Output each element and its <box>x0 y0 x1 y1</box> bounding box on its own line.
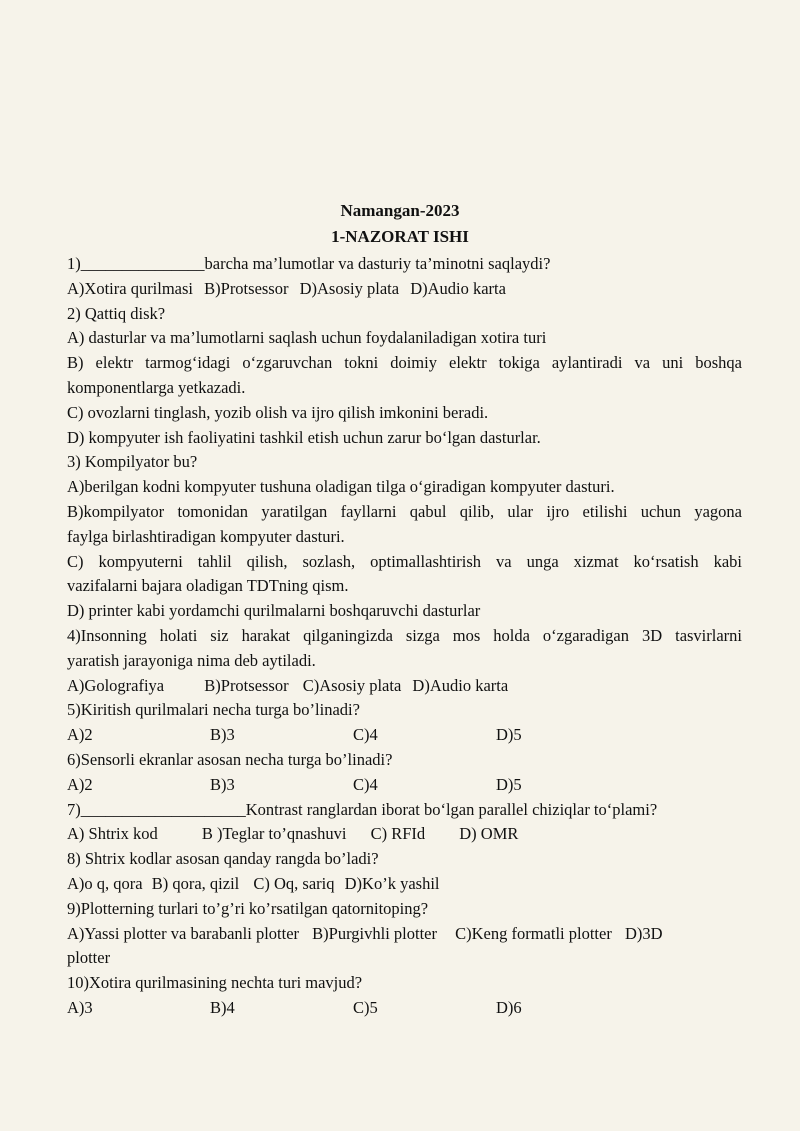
question-3-option-b-line2: faylga birlashtiradigan kompyuter dasturi. <box>67 526 345 546</box>
option-d: D) OMR <box>459 824 519 844</box>
questions <box>67 252 742 1021</box>
option-b: B)3 <box>210 774 235 794</box>
option-b: B)Purgivhli plotter <box>312 923 437 943</box>
question-2-option-b-line1: B) elektr tarmog‘idagi o‘zgaruvchan tokni doimiy elektr tokiga aylantiradi va uni boshqa <box>67 353 742 373</box>
option-b: B)3 <box>210 725 235 745</box>
question-2-option-a: A) dasturlar va ma’lumotlarni saqlash uchun foydalaniladigan xotira turi <box>67 328 547 348</box>
option-a: A)o q, qora <box>67 873 143 893</box>
option-a: A)Xotira qurilmasi <box>67 278 194 298</box>
question-9-option-d-line2: plotter <box>67 948 111 968</box>
option-c: C)4 <box>353 725 378 745</box>
question-2-option-d: D) kompyuter ish faoliyatini tashkil etish uchun zarur bo‘lgan dasturlar. <box>67 427 541 447</box>
question-1: 1)_______________barcha ma’lumotlar va dasturiy ta’minotni saqlaydi? <box>67 254 551 273</box>
question-2: 2) Qattiq disk? <box>67 303 166 323</box>
question-3-option-d: D) printer kabi yordamchi qurilmalarni boshqaruvchi dasturlar <box>67 601 481 621</box>
question-4-line1: 4)Insonning holati siz harakat qilganingizda sizga mos holda o‘zgaradigan 3D tasvirlarni <box>67 625 742 645</box>
option-a: A)3 <box>67 997 93 1017</box>
question-8: 8) Shtrix kodlar asosan qanday rangda bo’ladi? <box>67 849 379 869</box>
question-2-option-b-line2: komponentlarga yetkazadi. <box>67 377 246 397</box>
option-b: B )Teglar to’qnashuvi <box>201 824 347 844</box>
option-c: C)4 <box>353 774 378 794</box>
question-5-options <box>67 723 742 748</box>
option-c: C)5 <box>353 997 378 1017</box>
question-3-option-a: A)berilgan kodni kompyuter tushuna oladigan tilga o‘giradigan kompyuter dasturi. <box>67 477 615 497</box>
option-a: A) Shtrix kod <box>67 824 158 844</box>
question-1-options <box>67 277 742 302</box>
question-10: 10)Xotira qurilmasining nechta turi mavjud? <box>67 973 363 993</box>
option-a: A)2 <box>67 774 93 794</box>
option-b: B) qora, qizil <box>151 873 240 893</box>
option-a: A)Golografiya <box>67 675 165 695</box>
option-d: D)Ko’k yashil <box>344 873 440 893</box>
option-b: B)Protsessor <box>204 278 289 298</box>
question-6: 6)Sensorli ekranlar asosan necha turga bo’linadi? <box>67 749 393 769</box>
question-4-line2: yaratish jarayoniga nima deb aytiladi. <box>67 650 316 670</box>
option-c: C) Oq, sariq <box>253 873 335 893</box>
option-c: C)Keng formatli plotter <box>455 923 612 943</box>
option-d: D)Audio karta <box>412 675 509 695</box>
option-b: B)Protsessor <box>204 675 289 695</box>
header-title: 1-NAZORAT ISHI <box>331 227 469 246</box>
header-city-year: Namangan-2023 <box>340 201 460 220</box>
question-7-options <box>67 822 742 847</box>
option-a: A)Yassi plotter va barabanli plotter <box>67 923 300 943</box>
question-4-options <box>67 674 742 699</box>
option-c: C)Asosiy plata <box>302 675 402 695</box>
option-d: D)5 <box>496 725 522 745</box>
question-9-options <box>67 922 742 947</box>
option-d: D)5 <box>496 774 522 794</box>
option-c: D)Asosiy plata <box>299 278 400 298</box>
question-3-option-c-line2: vazifalarni bajara oladigan TDTning qism. <box>67 576 349 596</box>
question-2-option-c: C) ovozlarni tinglash, yozib olish va ijro qilish imkonini beradi. <box>67 402 489 422</box>
option-a: A)2 <box>67 725 93 745</box>
option-d: D)3D <box>624 923 663 943</box>
question-8-options <box>67 872 742 897</box>
option-c: C) RFId <box>370 824 426 844</box>
question-6-options <box>67 773 742 798</box>
option-b: B)4 <box>210 997 235 1017</box>
question-7: 7)____________________Kontrast ranglardan iborat bo‘lgan parallel chiziqlar to‘plami? <box>67 799 658 819</box>
question-5: 5)Kiritish qurilmalari necha turga bo’linadi? <box>67 700 360 720</box>
question-3-option-c-line1: C) kompyuterni tahlil qilish, sozlash, optimallashtirish va unga xizmat ko‘rsatish kabi <box>67 551 742 571</box>
question-10-options <box>67 996 742 1021</box>
option-d: D)6 <box>496 997 522 1017</box>
question-3: 3) Kompilyator bu? <box>67 452 198 472</box>
question-3-option-b-line1: B)kompilyator tomonidan yaratilgan fayllarni qabul qilib, ular ijro etilishi uchun yagona <box>67 501 742 521</box>
option-d: D)Audio karta <box>410 278 506 298</box>
question-9: 9)Plotterning turlari to’g’ri ko’rsatilgan qatornitoping? <box>67 898 429 918</box>
